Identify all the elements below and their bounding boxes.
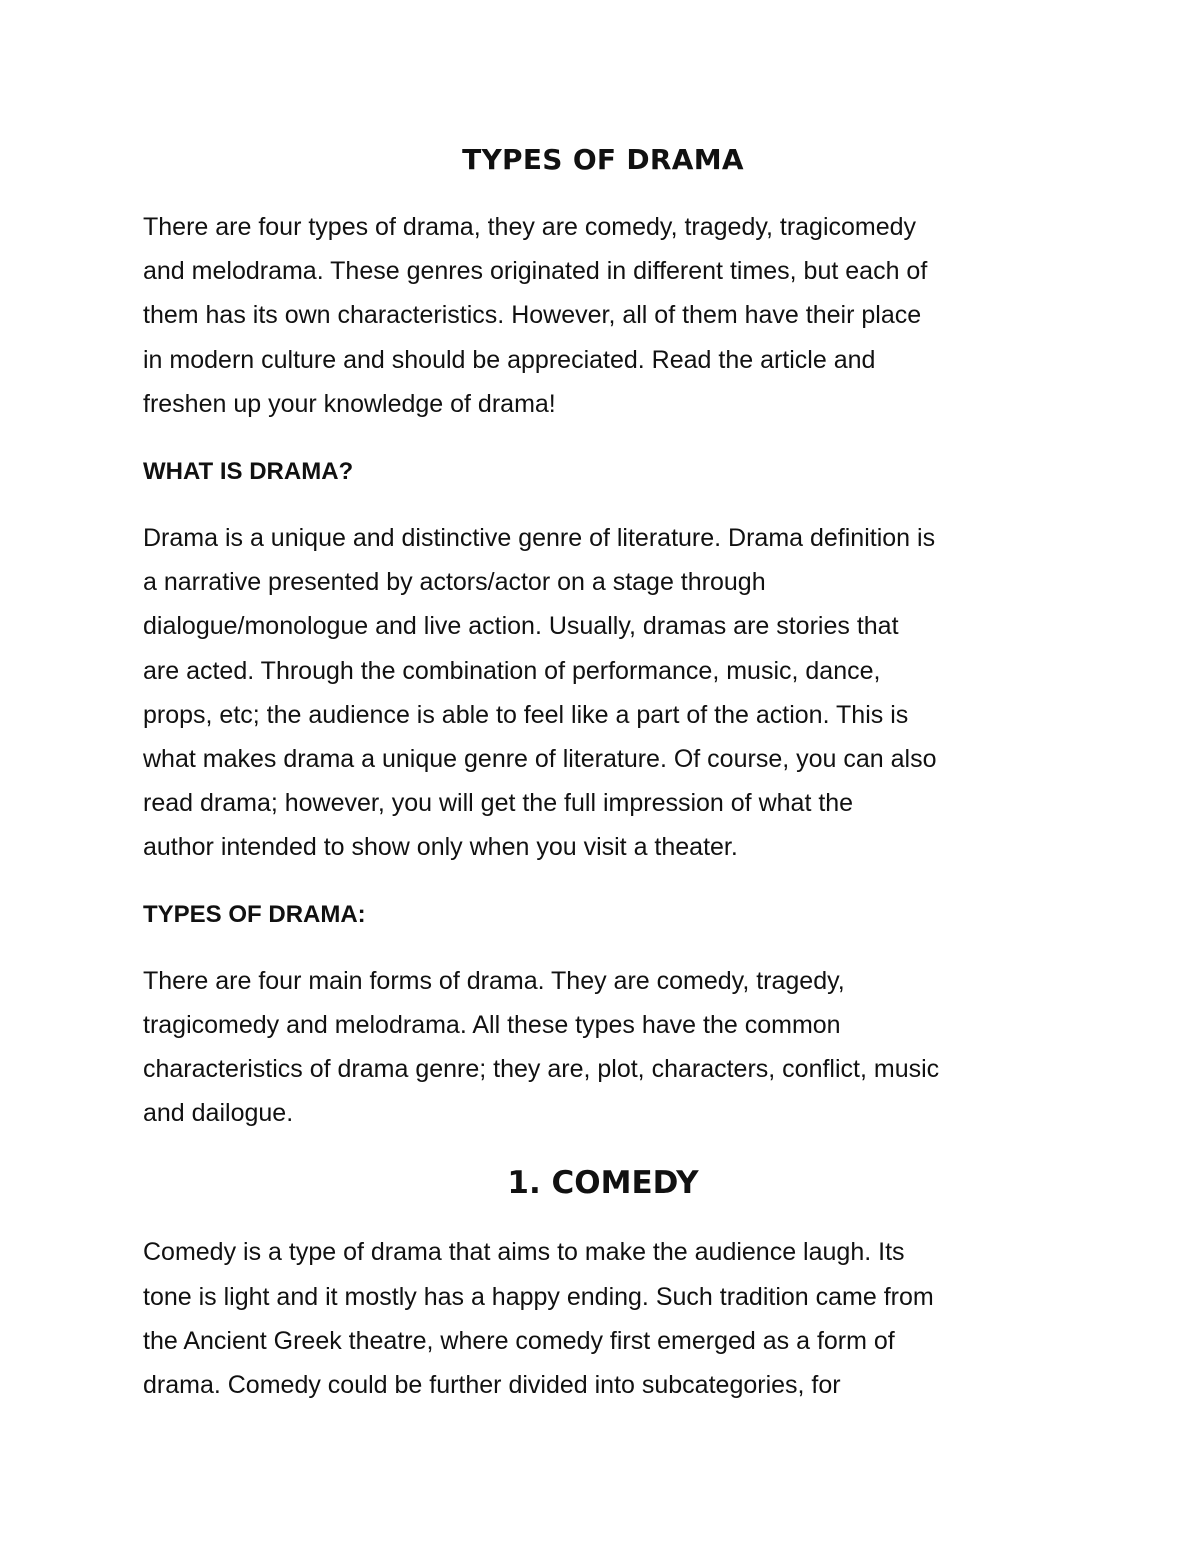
text-line: There are four main forms of drama. They are comedy, tragedy, (143, 966, 845, 995)
text-line: are acted. Through the combination of performance, music, dance, (143, 656, 881, 685)
document-title: TYPES OF DRAMA (462, 143, 744, 176)
text-line: Comedy is a type of drama that aims to make the audience laugh. Its (143, 1238, 905, 1267)
comedy-heading: 1. COMEDY (507, 1165, 699, 1202)
text-line: tragicomedy and melodrama. All these types have the common (143, 1010, 841, 1039)
text-line: them has its own characteristics. However, all of them have their place (143, 301, 922, 330)
text-line: read drama; however, you will get the full impression of what the (143, 789, 854, 818)
intro-paragraph (143, 205, 1063, 426)
text-line: freshen up your knowledge of drama! (143, 389, 556, 418)
text-line: props, etc; the audience is able to feel like a part of the action. This is (143, 700, 909, 729)
text-line: characteristics of drama genre; they are, plot, characters, conflict, music (143, 1055, 940, 1084)
text-line: the Ancient Greek theatre, where comedy first emerged as a form of (143, 1326, 895, 1355)
what-is-drama-paragraph (143, 516, 1063, 870)
text-line: what makes drama a unique genre of literature. Of course, you can also (143, 745, 937, 774)
text-line: dialogue/monologue and live action. Usually, dramas are stories that (143, 612, 899, 641)
types-of-drama-paragraph (143, 959, 1063, 1136)
comedy-paragraph (143, 1230, 1063, 1407)
text-line: a narrative presented by actors/actor on a stage through (143, 568, 766, 597)
text-line: drama. Comedy could be further divided into subcategories, for (143, 1371, 841, 1400)
text-line: tone is light and it mostly has a happy ending. Such tradition came from (143, 1282, 934, 1311)
text-line: author intended to show only when you visit a theater. (143, 833, 738, 862)
text-line: in modern culture and should be appreciated. Read the article and (143, 345, 876, 374)
types-of-drama-heading: TYPES OF DRAMA: (143, 900, 366, 928)
text-line: and dailogue. (143, 1099, 294, 1128)
what-is-drama-heading: WHAT IS DRAMA? (143, 458, 354, 486)
text-line: and melodrama. These genres originated in different times, but each of (143, 257, 928, 286)
text-line: There are four types of drama, they are comedy, tragedy, tragicomedy (143, 213, 917, 241)
document-body (143, 140, 1063, 1407)
text-line: Drama is a unique and distinctive genre of literature. Drama definition is (143, 524, 936, 553)
